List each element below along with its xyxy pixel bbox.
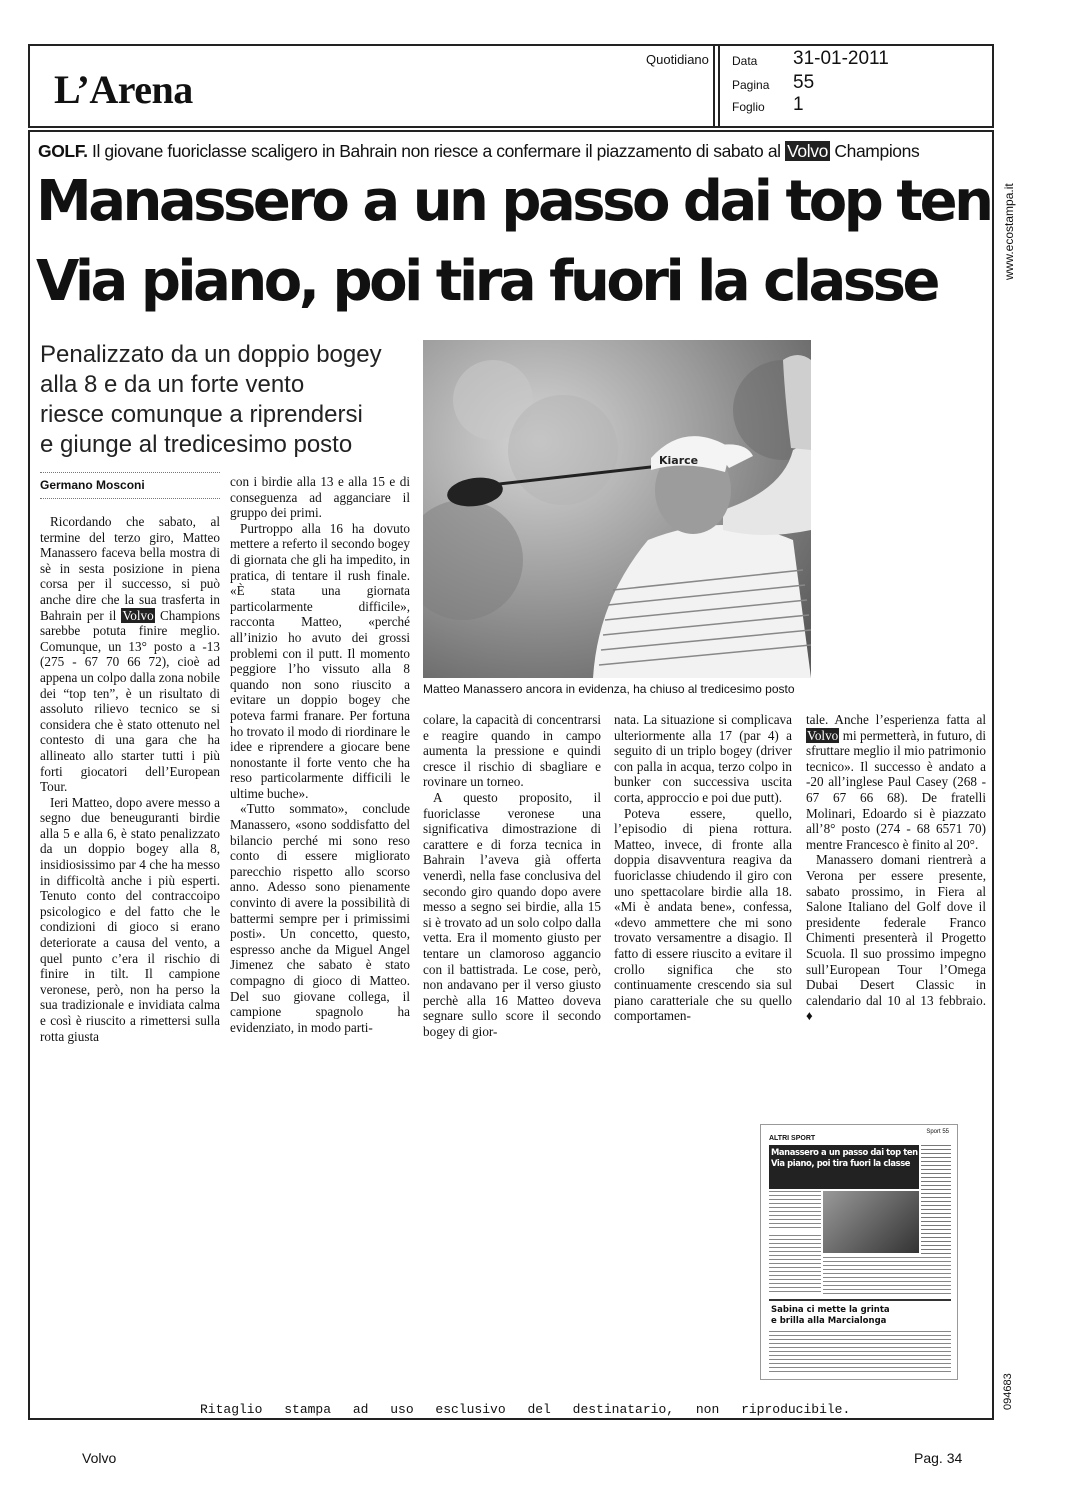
column-2: con i birdie alla 13 e alla 15 e di conseguenza ad agganciare il gruppo dei primi. Purtroppo alla 16 ha dovuto mettere a referto il secondo bogey di giornata che gli ha impedito, in pratica, di tentare il rush finale. «È stata una giornata particolarmente difficile», racconta Matteo, «perché all’inizio ho avuto dei grossi problemi con il putt. Il momento peggiore l’ho vissuto alla 8 quando non sono riuscito a evitare un doppio bogey che poteva farmi franare. Per fortuna ho trovato il modo di riordinare le idee e riprendere a giocare bene nonostante il forte vento che ha reso particolarmente difficili le ultime buche». «Tutto sommato», conclude Manassero, «sono soddisfatto del bilancio perché mi sono reso conto di essere migliorato parecchio rispetto allo scorso anno. Adesso sono pienamente convinto di avere la possibilità di battermi sempre per i primissimi posti». Un concetto, questo, espresso anche da Miguel Angel Jimenez che sabato è stato compagno di gioco di Matteo. Del suo giovane collega, il campione spagnolo ha evidenziato, in modo parti- <box>230 474 410 1035</box>
column-5: tale. Anche l’esperienza fatta al Volvo mi permetterà, in futuro, di sfruttare meglio il mio patrimonio tecnico». Il successo è andato a -20 all’inglese Paul Casey (268 - 67 67 66 68). De fratelli Molinari, Edoardo si è piazzato all’8° posto (274 - 68 6571 70) mentre Francesco è finito al 20°. Manassero domani rientrerà a Verona per essere presente, sabato prossimo, in Fiera al Salone Italiano del Golf dove il presidente federale Franco Chimenti presenterà il Progetto Scuola. Il suo prossimo impegno sull’European Tour l’Omega Dubai Desert Classic in calendario dal 10 al 13 febbraio. ♦ <box>806 712 986 1024</box>
headline-line-1: Manassero a un passo dai top ten <box>36 169 991 234</box>
header-divider <box>718 44 720 128</box>
byline-rule <box>40 498 220 499</box>
headline-line-2: Via piano, poi tira fuori la classe <box>36 249 937 314</box>
foglio-value: 1 <box>793 94 804 115</box>
footer-brand: Volvo <box>82 1450 117 1466</box>
kicker-tag: GOLF. <box>38 141 88 161</box>
brand-mention: Volvo <box>807 727 839 743</box>
reproduction-notice: Ritaglio stampa ad uso esclusivo del destinatario, non riproducibile. <box>200 1402 851 1417</box>
data-value: 31-01-2011 <box>793 48 889 69</box>
footer-page: Pag. 34 <box>914 1450 963 1466</box>
pagina-value: 55 <box>793 72 815 93</box>
byline-rule <box>40 472 220 473</box>
subheadline: Penalizzato da un doppio bogey alla 8 e da un forte vento riesce comunque a riprendersi e giunge al tredicesimo posto <box>40 341 382 458</box>
kicker-brand: Volvo <box>787 141 828 161</box>
column-4: nata. La situazione si complicava ulteriormente alla 17 (par 4) a seguito di un triplo bogey (driver con palla in acqua, terzo colpo in bunker con successiva uscita corta, approccio e poi due putt). Poteva essere, quello, l’episodio di piena rottura. Matteo, invece, di fronte alla doppia disavventura reagiva da fuoriclasse chiudendo il giro con uno spettacolare birdie alla 18. «Mi è andata bene», confessa, «devo ammettere che mi sono trovato versamentre a disagio. Il fatto di essere riuscito a evitare il crollo significa che sto continuamente crescendo sia sul piano caratteriale che su quello comportamen- <box>614 712 792 1024</box>
cap-logo: Kiarce <box>659 454 699 467</box>
side-url: www.ecostampa.it <box>1002 183 1016 280</box>
pagina-label: Pagina <box>732 78 770 92</box>
data-label: Data <box>732 54 758 68</box>
kicker-text: Il giovane fuoriclasse scaligero in Bahrain non riesce a confermare il piazzamento di sabato al <box>92 141 781 161</box>
page-thumbnail: ALTRI SPORT Sport 55 Manassero a un passo dai top ten Via piano, poi tira fuori la classe Sabina ci mette la grinta e brilla alla Marcialonga <box>760 1124 958 1380</box>
column-1: Ricordando che sabato, al termine del terzo giro, Matteo Manassero faceva bella mostra di sè in sesta posizione in piena corsa per il successo, si può anche dire che la sua trasferta in Bahrain per il Volvo Champions sarebbe potuta finire meglio. Comunque, un 13° posto a -13 (275 - 67 70 66 72), cioè ad appena un colpo dalla zona nobile dei “top ten”, è un risultato di assoluto rilievo tecnico se si considera che è stato ottenuto nel contesto di una gara che ha allineato allo starter tutti i più forti giocatori dell’European Tour. Ieri Matteo, dopo avere messo a segno due beneuguranti birdie alla 5 e alla 6, è stato penalizzato da un doppio bogey alla 8, insidiosissimo par 4 che ha messo in difficoltà anche i più esperti. Tenuto conto del contraccoipo psicologico e del fatto che le condizioni di gioco si erano deteriorate a causa del vento, a quel punto c’era il rischio di finire in tilt. Il campione veronese, però, non ha perso la sua tradizionale e invidiata calma e così è riuscito a rimettersi sulla rotta giusta <box>40 514 221 1044</box>
kicker <box>38 141 919 162</box>
foglio-label: Foglio <box>732 100 765 114</box>
type-label: Quotidiano <box>646 52 709 67</box>
kicker-end: Champions <box>834 141 920 161</box>
header-divider <box>713 44 715 128</box>
column-3: colare, la capacità di concentrarsi e reagire quando in campo aumenta la pressione e quindi cresce il rischio di sbagliare e rovinare un torneo. A questo proposito, il fuoriclasse veronese una significativa dimostrazione di carattere e di forza tecnica in Bahrain l’aveva già offerta venerdì, nella fase conclusiva del secondo giro quando dopo avere messo a segno sei birdie, alla 15 si è trovato ad un solo colpo dalla vetta. Era il momento giusto per tentare un clamoroso aggancio con il battistrada. Le cose, però, non andavano per il verso giusto perchè alla 16 Matteo doveva segnare sullo score il secondo bogey di gior- <box>423 712 601 1039</box>
side-code: 094683 <box>1002 1373 1014 1410</box>
byline: Germano Mosconi <box>40 478 145 492</box>
newspaper-logo: L’Arena <box>54 67 193 112</box>
photo-caption: Matteo Manassero ancora in evidenza, ha chiuso al tredicesimo posto <box>423 682 795 696</box>
brand-mention: Volvo <box>122 607 154 623</box>
golfer-photo <box>423 340 811 678</box>
